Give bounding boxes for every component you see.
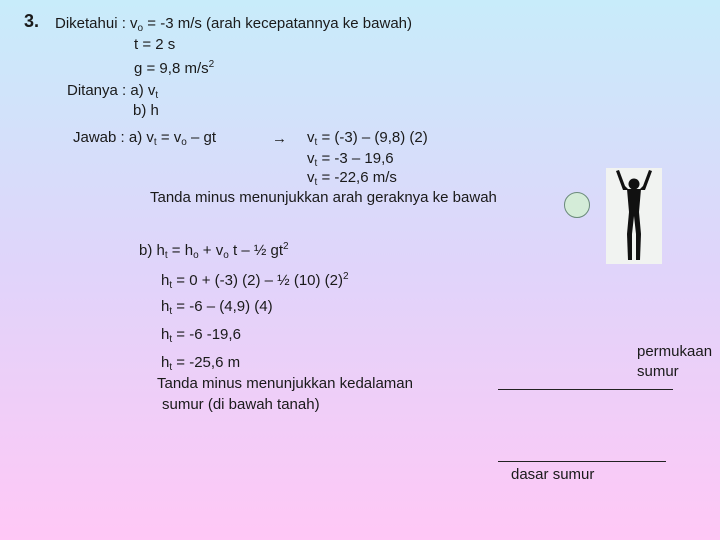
formula-end: – gt xyxy=(186,129,217,146)
answer-a-step1 xyxy=(307,129,428,152)
sub-t: t xyxy=(169,362,173,373)
symbol-v: v xyxy=(307,169,315,186)
answer-b-formula xyxy=(139,238,289,265)
exp-2: 2 xyxy=(208,59,215,70)
exp-2: 2 xyxy=(343,271,349,282)
ball-icon xyxy=(564,192,590,218)
known-label: Diketahui : xyxy=(55,15,126,32)
step2-value: = -3 – 19,6 xyxy=(317,150,394,167)
asked-label: Ditanya : a) v xyxy=(67,82,156,99)
answer-b-step2 xyxy=(161,298,273,321)
b-label: b) h xyxy=(139,242,165,259)
answer-label: Jawab : a) v xyxy=(73,129,154,146)
b-step2-value: = -6 – (4,9) (4) xyxy=(172,298,273,315)
b-formula-end: t – ½ gt xyxy=(228,242,284,259)
sub-o: o xyxy=(193,250,199,261)
answer-a-note: Tanda minus menunjukkan arah geraknya ke bawah xyxy=(150,189,497,206)
known-v0-value: = -3 m/s (arah kecepatannya ke bawah) xyxy=(147,15,413,32)
step3-value: = -22,6 m/s xyxy=(317,169,397,186)
b-formula-mid: = h xyxy=(167,242,194,259)
sub-t: t xyxy=(314,158,318,169)
exp-2: 2 xyxy=(283,241,289,252)
answer-b-step3 xyxy=(161,326,241,349)
bottom-label: dasar sumur xyxy=(511,466,595,483)
sub-t: t xyxy=(155,90,159,101)
symbol-h: h xyxy=(161,272,170,289)
surface-line xyxy=(498,389,673,390)
arrow-icon: → xyxy=(272,130,287,147)
well-bottom-line xyxy=(498,461,666,462)
answer-a-formula xyxy=(73,129,216,152)
symbol-v: v xyxy=(130,15,138,32)
known-g-line xyxy=(134,56,214,78)
known-v0-line xyxy=(55,15,412,38)
known-t-line: t = 2 s xyxy=(134,36,176,53)
symbol-v: v xyxy=(307,150,315,167)
sub-t: t xyxy=(314,177,318,188)
sub-t: t xyxy=(314,137,318,148)
answer-b-step1 xyxy=(161,268,349,295)
formula-mid: = v xyxy=(156,129,182,146)
known-g-value: g = 9,8 m/s xyxy=(134,60,209,77)
sub-t: t xyxy=(169,334,173,345)
symbol-h: h xyxy=(161,326,170,343)
person-figure-icon xyxy=(606,168,662,264)
answer-b-note-1: Tanda minus menunjukkan kedalaman xyxy=(157,375,413,392)
asked-b-line: b) h xyxy=(133,102,159,119)
b-formula-mid2: + v xyxy=(198,242,224,259)
symbol-v: v xyxy=(307,129,315,146)
sub-o: o xyxy=(181,137,187,148)
step1-value: = (-3) – (9,8) (2) xyxy=(317,129,428,146)
b-step4-value: = -25,6 m xyxy=(172,354,241,371)
problem-number: 3. xyxy=(24,11,40,31)
sub-t: t xyxy=(169,306,173,317)
b-step3-value: = -6 -19,6 xyxy=(172,326,241,343)
sub-o: o xyxy=(223,250,229,261)
sub-t: t xyxy=(169,280,173,291)
surface-label-2: sumur xyxy=(637,363,679,380)
sub-t: t xyxy=(153,137,157,148)
surface-label-1: permukaan xyxy=(637,343,713,360)
answer-b-step4 xyxy=(161,354,240,377)
person-silhouette-icon xyxy=(606,168,662,264)
sub-t: t xyxy=(164,250,168,261)
symbol-h: h xyxy=(161,354,170,371)
sub-o: o xyxy=(137,23,144,34)
answer-b-note-2: sumur (di bawah tanah) xyxy=(162,396,320,413)
symbol-h: h xyxy=(161,298,170,315)
b-step1-value: = 0 + (-3) (2) – ½ (10) (2) xyxy=(172,272,344,289)
